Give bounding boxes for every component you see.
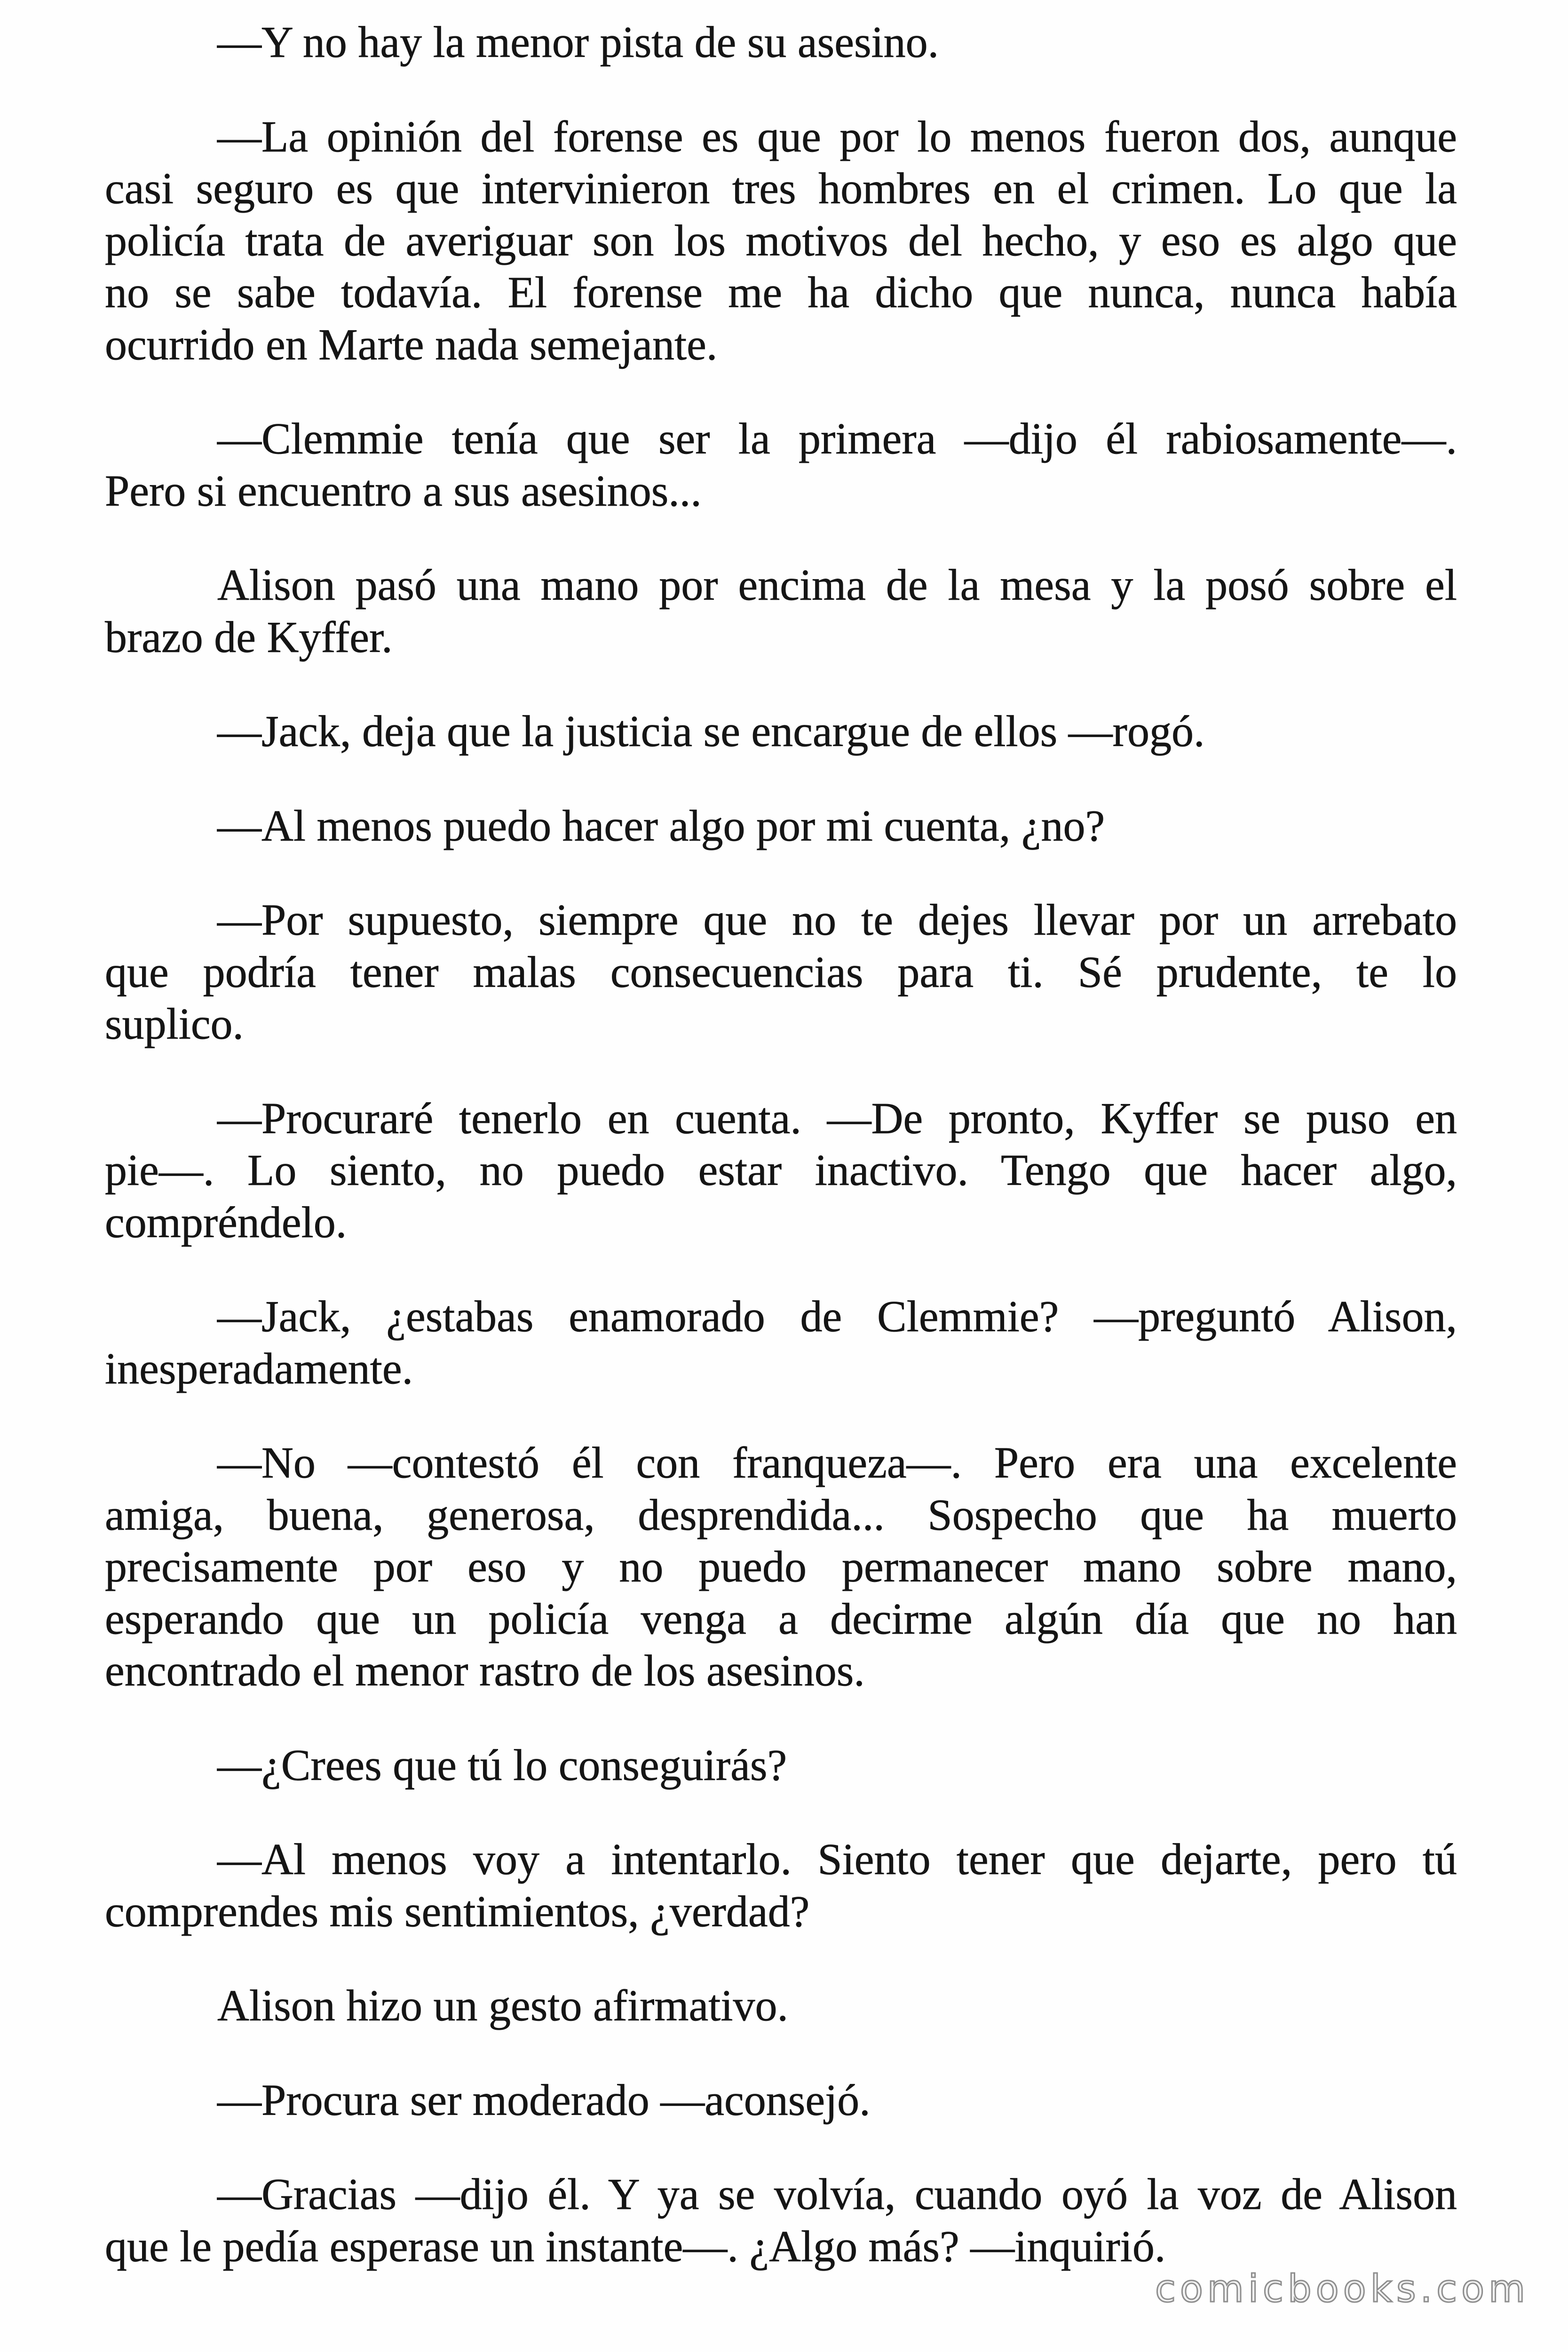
text-line: comprendes mis sentimientos, ¿verdad?	[105, 1887, 810, 1936]
text-line: no se sabe todavía. El forense me ha dicho que nunca, nunca había	[105, 268, 1457, 317]
text-line: casi seguro es que intervinieron tres hombres en el crimen. Lo que la	[105, 164, 1457, 213]
text-line: —¿Crees que tú lo conseguirás?	[217, 1740, 787, 1790]
paragraph	[105, 800, 1457, 852]
text-line: —Y no hay la menor pista de su asesino.	[217, 18, 939, 67]
paragraph	[105, 2074, 1457, 2127]
text-line: suplico.	[105, 1000, 244, 1049]
text-line: —Clemmie tenía que ser la primera —dijo él rabiosamente—.	[217, 414, 1457, 463]
paragraph	[105, 2169, 1457, 2273]
text-line: —Procuraré tenerlo en cuenta. —De pronto, Kyffer se puso en	[217, 1094, 1457, 1143]
text-line: precisamente por eso y no puedo permanecer mano sobre mano,	[105, 1542, 1457, 1591]
text-line: —Procura ser moderado —aconsejó.	[217, 2075, 871, 2125]
text-line: Alison hizo un gesto afirmativo.	[217, 1981, 788, 2030]
text-line: —Al menos voy a intentarlo. Siento tener que dejarte, pero tú	[217, 1835, 1457, 1884]
text-line: —La opinión del forense es que por lo menos fueron dos, aunque	[217, 112, 1457, 161]
paragraph	[105, 413, 1457, 517]
paragraph	[105, 1291, 1457, 1395]
paragraph	[105, 1093, 1457, 1249]
text-line: —Jack, deja que la justicia se encargue de ellos —rogó.	[217, 707, 1205, 756]
text-line: que le pedía esperase un instante—. ¿Algo más? —inquirió.	[105, 2222, 1166, 2271]
paragraph	[105, 894, 1457, 1050]
text-line: ocurrido en Marte nada semejante.	[105, 320, 718, 369]
text-line: que podría tener malas consecuencias para ti. Sé prudente, te lo	[105, 947, 1457, 997]
text-line: inesperadamente.	[105, 1344, 413, 1393]
text-line: compréndelo.	[105, 1198, 347, 1247]
watermark: comicbooks.com	[1155, 2267, 1529, 2311]
paragraph	[105, 1437, 1457, 1697]
text-line: amiga, buena, generosa, desprendida... Sospecho que ha muerto	[105, 1490, 1457, 1540]
text-line: encontrado el menor rastro de los asesinos.	[105, 1646, 865, 1695]
paragraph	[105, 1834, 1457, 1938]
paragraph	[105, 111, 1457, 371]
paragraph	[105, 559, 1457, 663]
text-line: —Gracias —dijo él. Y ya se volvía, cuando oyó la voz de Alison	[217, 2170, 1457, 2219]
text-line: —Al menos puedo hacer algo por mi cuenta, ¿no?	[217, 801, 1105, 850]
paragraph	[105, 16, 1457, 69]
text-line: pie—. Lo siento, no puedo estar inactivo. Tengo que hacer algo,	[105, 1146, 1457, 1195]
text-line: —No —contestó él con franqueza—. Pero era una excelente	[217, 1438, 1457, 1487]
text-line: brazo de Kyffer.	[105, 612, 393, 662]
paragraph	[105, 1740, 1457, 1792]
text-line: Alison pasó una mano por encima de la mesa y la posó sobre el	[217, 561, 1457, 610]
text-line: —Por supuesto, siempre que no te dejes llevar por un arrebato	[217, 896, 1457, 945]
text-line: policía trata de averiguar son los motivos del hecho, y eso es algo que	[105, 216, 1457, 265]
text-line: Pero si encuentro a sus asesinos...	[105, 466, 702, 516]
text-column	[105, 16, 1457, 2273]
paragraph	[105, 1980, 1457, 2032]
paragraph	[105, 706, 1457, 758]
text-line: esperando que un policía venga a decirme algún día que no han	[105, 1594, 1457, 1644]
text-line: —Jack, ¿estabas enamorado de Clemmie? —preguntó Alison,	[217, 1292, 1457, 1341]
